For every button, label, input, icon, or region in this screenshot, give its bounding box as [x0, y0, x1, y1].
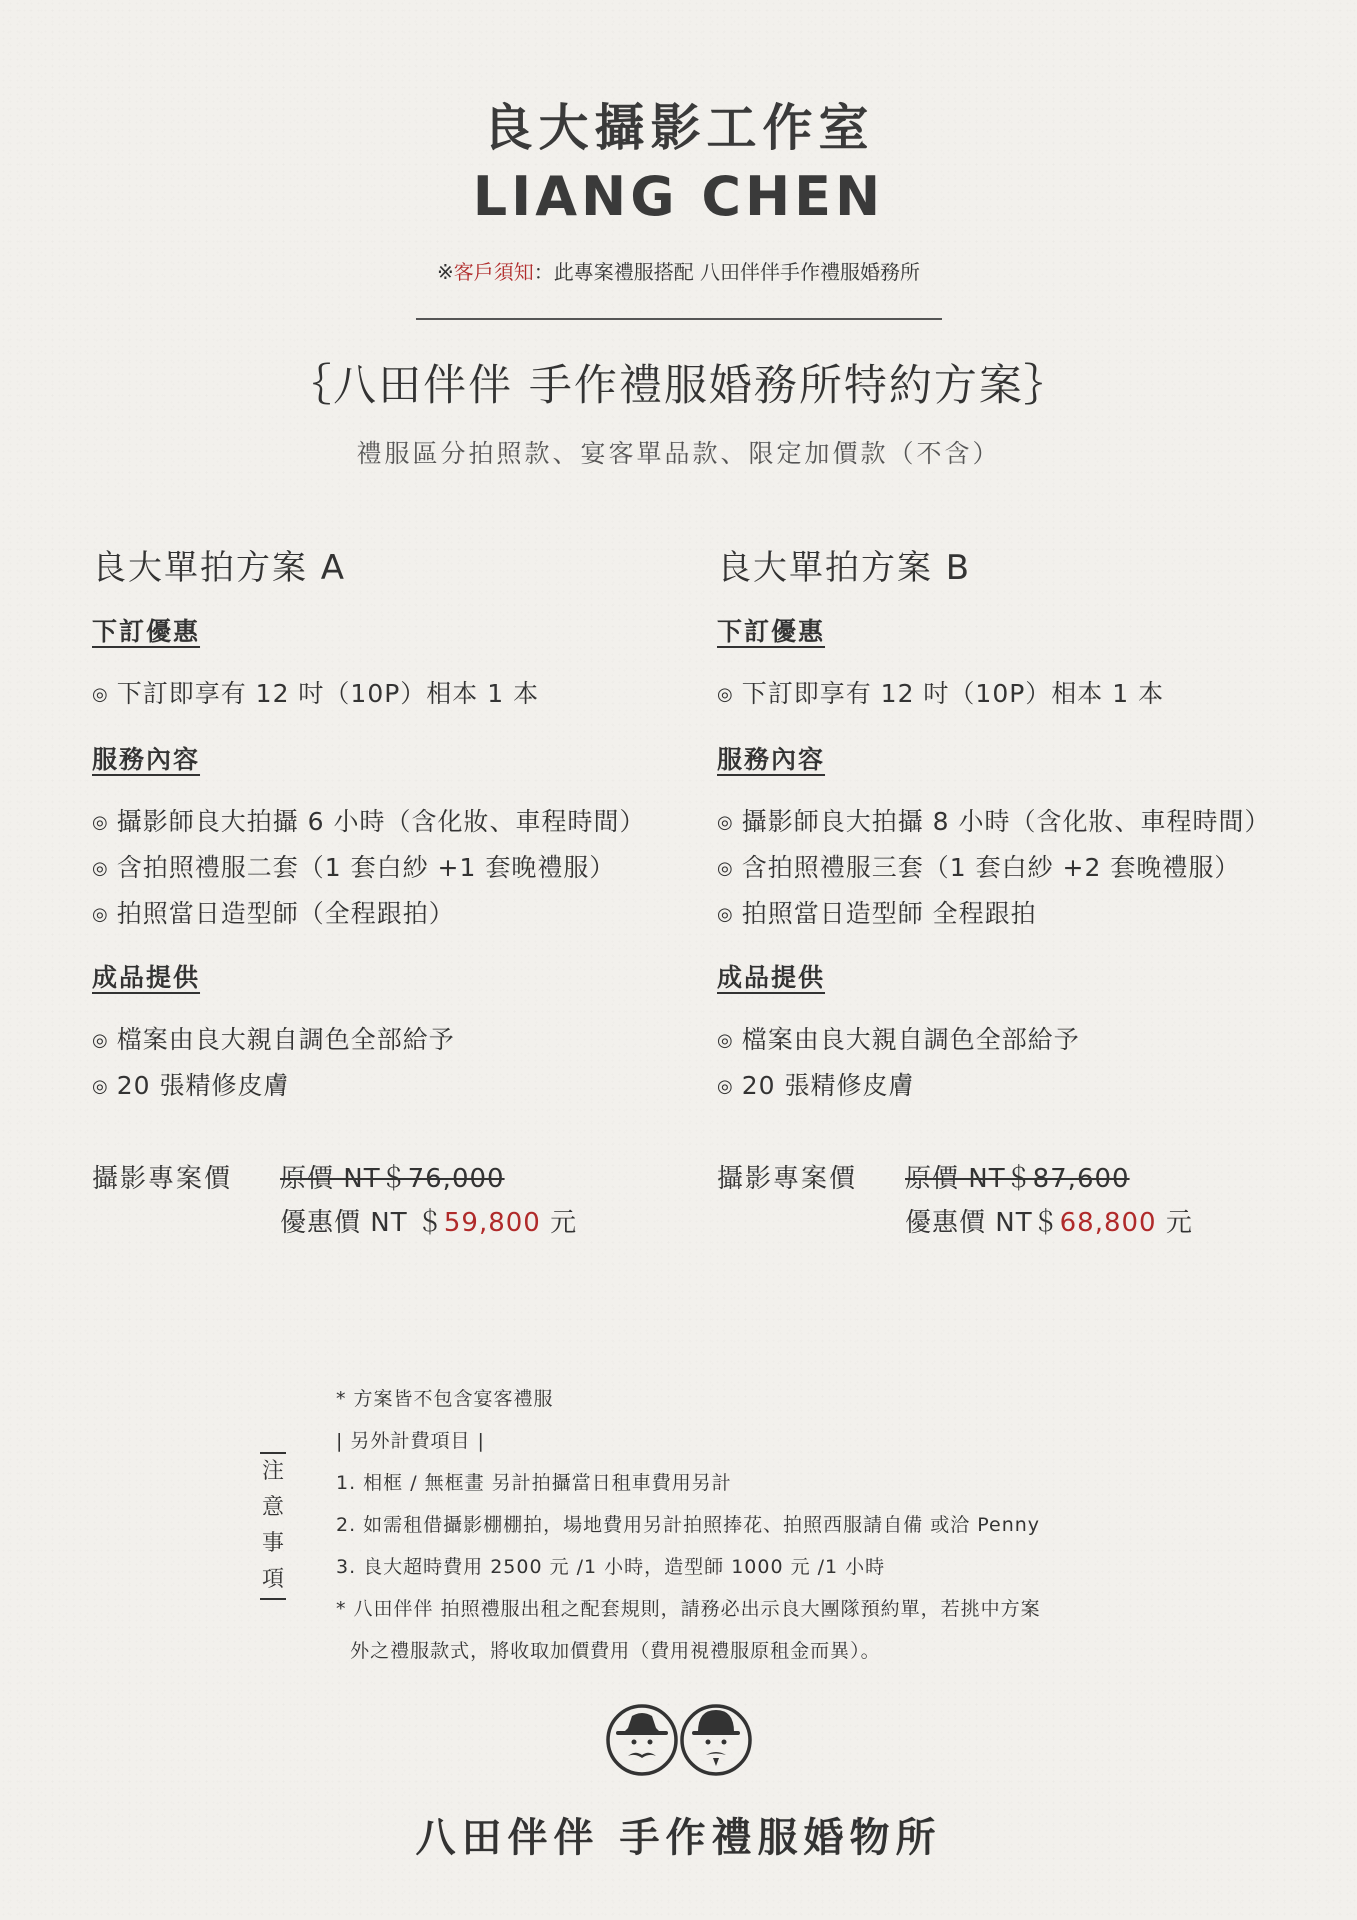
- bullet-icon: ◎: [92, 858, 109, 879]
- section-order-bonus: 下訂優惠: [717, 617, 826, 646]
- heading-char: 事: [261, 1531, 284, 1556]
- notes-heading: [255, 1452, 291, 1600]
- sale-price: 優惠價 NT＄68,800 元: [905, 1208, 1193, 1238]
- notice-prefix: ※: [436, 260, 454, 284]
- plan-a: [92, 540, 646, 1238]
- list-item: ◎ 拍照當日造型師 全程跟拍: [717, 899, 1037, 928]
- note-line: 1. 相框 / 無框畫 另計拍攝當日租車費用另計: [336, 1472, 732, 1494]
- list-item: ◎ 檔案由良大親自調色全部給予: [717, 1025, 1080, 1054]
- bullet-icon: ◎: [92, 904, 109, 925]
- customer-notice: [0, 256, 1357, 285]
- bullet-icon: ◎: [92, 684, 109, 705]
- list-item: ◎ 20 張精修皮膚: [717, 1071, 915, 1100]
- original-price: 原價 NT＄87,600: [905, 1164, 1130, 1194]
- list-item: ◎ 攝影師良大拍攝 8 小時（含化妝、車程時間）: [717, 807, 1271, 836]
- bullet-icon: ◎: [717, 1030, 734, 1051]
- list-item: ◎ 含拍照禮服三套（1 套白紗 +2 套晚禮服）: [717, 853, 1241, 882]
- list-item: ◎ 檔案由良大親自調色全部給予: [92, 1025, 455, 1054]
- bullet-icon: ◎: [717, 904, 734, 925]
- note-line: * 方案皆不包含宴客禮服: [336, 1388, 554, 1410]
- section-service: 服務內容: [717, 745, 826, 774]
- section-service: 服務內容: [92, 745, 201, 774]
- list-item: ◎ 攝影師良大拍攝 6 小時（含化妝、車程時間）: [92, 807, 646, 836]
- notice-text: ：此專案禮服搭配 八田伴伴手作禮服婚務所: [533, 260, 921, 284]
- note-line: * 八田伴伴 拍照禮服出租之配套規則，請務必出示良大團隊預約單，若挑中方案: [336, 1598, 1041, 1620]
- bullet-icon: ◎: [717, 1076, 734, 1097]
- plan-title: 良大單拍方案 B: [717, 548, 972, 588]
- plan-b: [717, 540, 1271, 1238]
- studio-english-name: LIANG CHEN: [472, 165, 885, 228]
- section-product: 成品提供: [92, 963, 201, 992]
- studio-name: 良大攝影工作室: [482, 99, 875, 157]
- sale-amount: 59,800: [443, 1208, 541, 1238]
- heading-bar-bottom: [260, 1598, 286, 1600]
- dress-category-subtitle: 禮服區分拍照款、宴客單品款、限定加價款（不含）: [356, 439, 1001, 468]
- list-item: ◎ 含拍照禮服二套（1 套白紗 +1 套晚禮服）: [92, 853, 616, 882]
- bullet-icon: ◎: [717, 684, 734, 705]
- section-order-bonus: 下訂優惠: [92, 617, 201, 646]
- special-plan-title: ｛八田伴伴 手作禮服婚務所特約方案｝: [288, 361, 1069, 411]
- notice-label: 客戶須知: [453, 260, 534, 284]
- list-item: ◎ 拍照當日造型師（全程跟拍）: [92, 899, 455, 928]
- bullet-icon: ◎: [92, 812, 109, 833]
- price-label: 攝影專案價: [92, 1164, 233, 1194]
- original-price: 原價 NT＄76,000: [280, 1164, 505, 1194]
- plan-title: 良大單拍方案 A: [92, 548, 347, 588]
- sale-amount: 68,800: [1059, 1208, 1157, 1238]
- note-line: 外之禮服款式，將收取加價費用（費用視禮服原租金而異）。: [336, 1640, 881, 1662]
- note-line: | 另外計費項目 |: [336, 1430, 485, 1452]
- brand-name: 八田伴伴 手作禮服婚物所: [415, 1815, 942, 1861]
- note-line: 3. 良大超時費用 2500 元 /1 小時，造型師 1000 元 /1 小時: [336, 1556, 886, 1578]
- heading-char: 注: [261, 1459, 284, 1484]
- list-item: ◎ 下訂即享有 12 吋（10P）相本 1 本: [92, 679, 540, 708]
- price-label: 攝影專案價: [717, 1164, 858, 1194]
- brand-logo-icon: [604, 1700, 754, 1780]
- list-item: ◎ 下訂即享有 12 吋（10P）相本 1 本: [717, 679, 1165, 708]
- note-line: 2. 如需租借攝影棚棚拍，場地費用另計拍照捧花、拍照西服請自備 或洽 Penny: [336, 1514, 1041, 1536]
- bullet-icon: ◎: [92, 1076, 109, 1097]
- header-divider: [416, 318, 942, 320]
- bullet-icon: ◎: [717, 812, 734, 833]
- section-product: 成品提供: [717, 963, 826, 992]
- list-item: ◎ 20 張精修皮膚: [92, 1071, 290, 1100]
- sale-price: 優惠價 NT ＄59,800 元: [280, 1208, 578, 1238]
- bullet-icon: ◎: [717, 858, 734, 879]
- bullet-icon: ◎: [92, 1030, 109, 1051]
- heading-char: 項: [261, 1567, 284, 1592]
- heading-char: 意: [261, 1495, 284, 1520]
